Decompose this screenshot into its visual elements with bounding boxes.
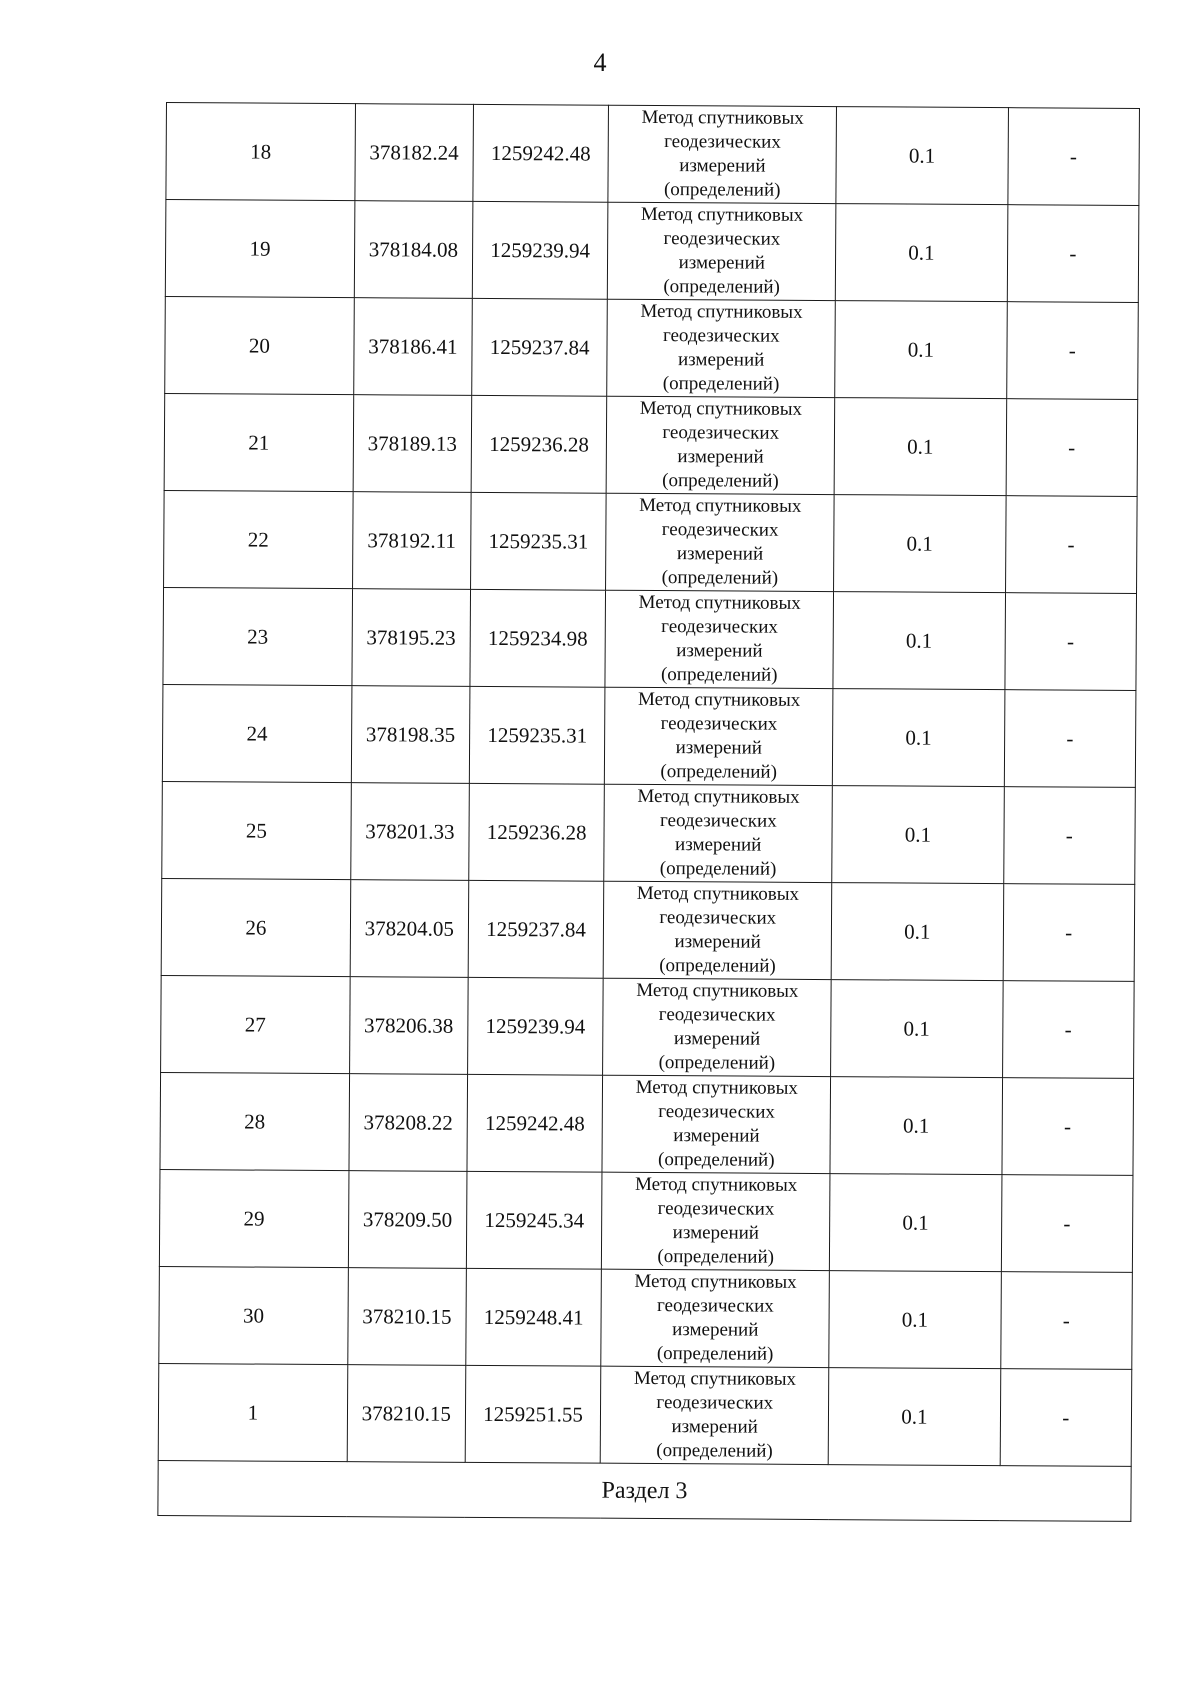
method-line: (определений) (663, 276, 780, 298)
method-cell (601, 1269, 829, 1367)
method-line: измерений (677, 446, 764, 468)
method-line: Метод спутниковых (634, 1270, 797, 1293)
method-cell (604, 784, 832, 882)
x-coordinate-cell: 378186.41 (354, 298, 473, 396)
point-number-cell: 23 (163, 587, 352, 685)
note-cell: - (1006, 399, 1138, 497)
accuracy-cell: 0.1 (833, 689, 1005, 787)
method-cell (605, 590, 833, 688)
point-number-cell: 20 (165, 296, 354, 394)
method-line: измерений (678, 252, 766, 274)
accuracy-cell: 0.1 (835, 204, 1007, 302)
method-line: Метод спутниковых (638, 591, 801, 614)
method-line: Метод спутниковых (636, 979, 799, 1002)
method-cell (602, 1075, 830, 1173)
method-line: (определений) (656, 1440, 773, 1462)
point-number-cell: 21 (164, 393, 353, 491)
accuracy-cell: 0.1 (833, 592, 1005, 690)
x-coordinate-cell: 378210.15 (348, 1268, 467, 1366)
method-line: геодезических (664, 131, 781, 153)
method-line: геодезических (662, 325, 780, 347)
coordinates-table (157, 102, 1140, 1522)
method-line: измерений (673, 1125, 760, 1147)
y-coordinate-cell: 1259242.48 (467, 1074, 603, 1172)
y-coordinate-cell: 1259235.31 (469, 686, 605, 784)
y-coordinate-cell: 1259234.98 (470, 589, 606, 687)
method-line: измерений (676, 543, 764, 565)
method-line: Метод спутниковых (641, 106, 804, 129)
y-coordinate-cell: 1259237.84 (468, 880, 604, 978)
coordinates-table-body (158, 103, 1140, 1522)
accuracy-cell: 0.1 (829, 1271, 1001, 1369)
point-number-cell: 24 (162, 684, 351, 782)
y-coordinate-cell: 1259236.28 (469, 783, 605, 881)
y-coordinate-cell: 1259239.94 (472, 201, 608, 299)
x-coordinate-cell: 378206.38 (349, 977, 468, 1075)
y-coordinate-cell: 1259237.84 (472, 298, 608, 396)
note-cell: - (1000, 1272, 1132, 1370)
method-line: Метод спутниковых (640, 203, 804, 226)
point-number-cell: 18 (166, 103, 355, 201)
point-number-cell: 26 (161, 878, 350, 976)
method-line: Метод спутниковых (639, 397, 803, 420)
table-row (159, 1266, 1133, 1369)
accuracy-cell: 0.1 (832, 786, 1004, 884)
note-cell: - (1003, 787, 1135, 885)
method-cell (607, 299, 835, 397)
table-row (160, 1072, 1134, 1175)
method-line: Метод спутниковых (634, 1173, 798, 1196)
table-row (165, 200, 1139, 303)
accuracy-cell: 0.1 (831, 883, 1003, 981)
x-coordinate-cell: 378209.50 (348, 1171, 467, 1269)
method-line: измерений (672, 1319, 759, 1341)
method-line: геодезических (658, 1004, 776, 1026)
accuracy-cell: 0.1 (830, 1077, 1002, 1175)
note-cell: - (1002, 981, 1134, 1079)
method-line: (определений) (657, 1149, 775, 1171)
x-coordinate-cell: 378210.15 (347, 1365, 466, 1463)
y-coordinate-cell: 1259239.94 (467, 977, 603, 1075)
point-number-cell: 29 (159, 1169, 348, 1267)
x-coordinate-cell: 378189.13 (353, 395, 472, 493)
accuracy-cell: 0.1 (834, 398, 1006, 496)
x-coordinate-cell: 378201.33 (351, 783, 470, 881)
method-cell (606, 396, 834, 494)
note-cell: - (1000, 1369, 1132, 1467)
table-row (164, 393, 1138, 496)
table-row (161, 975, 1135, 1078)
method-line: измерений (675, 834, 762, 856)
page-number: 4 (593, 48, 607, 77)
method-line: геодезических (659, 907, 777, 929)
point-number-cell: 25 (162, 781, 351, 879)
table-row (163, 587, 1137, 690)
method-line: Метод спутниковых (637, 688, 801, 711)
note-cell: - (1007, 108, 1139, 206)
x-coordinate-cell: 378192.11 (352, 492, 471, 590)
method-line: геодезических (660, 713, 778, 735)
method-line: (определений) (659, 955, 776, 977)
y-coordinate-cell: 1259251.55 (465, 1365, 601, 1463)
method-line: измерений (679, 155, 766, 177)
x-coordinate-cell: 378182.24 (355, 104, 474, 202)
table-row (162, 781, 1136, 884)
accuracy-cell: 0.1 (835, 301, 1007, 399)
method-line: геодезических (659, 810, 777, 832)
method-line: измерений (672, 1222, 760, 1244)
table-row (158, 1363, 1132, 1466)
table-row (162, 684, 1136, 787)
point-number-cell: 28 (160, 1072, 349, 1170)
table-row (164, 490, 1138, 593)
method-line: измерений (675, 737, 763, 759)
note-cell: - (1006, 302, 1138, 400)
point-number-cell: 1 (158, 1363, 347, 1461)
x-coordinate-cell: 378198.35 (351, 686, 470, 784)
method-line: геодезических (661, 519, 779, 541)
accuracy-cell: 0.1 (830, 1174, 1002, 1272)
method-cell (601, 1366, 829, 1464)
x-coordinate-cell: 378195.23 (352, 589, 471, 687)
table-row (165, 296, 1139, 399)
method-line: геодезических (657, 1198, 775, 1220)
point-number-cell: 22 (164, 490, 353, 588)
method-line: (определений) (658, 1052, 776, 1074)
point-number-cell: 27 (161, 975, 350, 1073)
note-cell: - (1005, 593, 1137, 691)
table-row (161, 878, 1135, 981)
note-cell: - (1003, 884, 1135, 982)
method-line: измерений (671, 1416, 758, 1438)
method-line: измерений (677, 349, 765, 371)
point-number-cell: 19 (165, 200, 354, 298)
y-coordinate-cell: 1259235.31 (470, 492, 606, 590)
accuracy-cell: 0.1 (834, 495, 1006, 593)
method-cell (602, 1172, 830, 1270)
method-line: (определений) (660, 761, 778, 783)
y-coordinate-cell: 1259248.41 (466, 1268, 602, 1366)
y-coordinate-cell: 1259245.34 (466, 1171, 602, 1269)
method-line: (определений) (657, 1246, 775, 1268)
table-row (166, 103, 1140, 206)
accuracy-cell: 0.1 (836, 107, 1008, 205)
method-cell (608, 202, 836, 300)
x-coordinate-cell: 378204.05 (350, 880, 469, 978)
x-coordinate-cell: 378208.22 (349, 1074, 468, 1172)
method-line: (определений) (662, 470, 779, 492)
method-line: (определений) (656, 1343, 774, 1365)
accuracy-cell: 0.1 (831, 980, 1003, 1078)
method-line: геодезических (658, 1101, 776, 1123)
method-line: Метод спутниковых (635, 1076, 798, 1099)
method-line: измерений (674, 931, 761, 953)
method-line: (определений) (661, 567, 779, 589)
method-cell (603, 978, 831, 1076)
note-cell: - (1002, 1078, 1134, 1176)
section-title: Раздел 3 (158, 1460, 1131, 1521)
method-line: (определений) (660, 664, 778, 686)
method-line: (определений) (659, 858, 777, 880)
method-line: геодезических (656, 1392, 774, 1414)
note-cell: - (1004, 690, 1136, 788)
y-coordinate-cell: 1259236.28 (471, 395, 607, 493)
method-line: геодезических (663, 228, 781, 250)
method-line: геодезических (662, 422, 780, 444)
x-coordinate-cell: 378184.08 (354, 201, 473, 299)
method-line: (определений) (663, 179, 781, 201)
note-cell: - (1001, 1175, 1133, 1273)
accuracy-cell: 0.1 (828, 1368, 1000, 1466)
note-cell: - (1007, 205, 1139, 303)
method-line: Метод спутниковых (639, 494, 802, 517)
section-row (158, 1460, 1131, 1521)
method-cell (605, 687, 833, 785)
method-cell (608, 105, 836, 203)
method-line: Метод спутниковых (633, 1367, 797, 1390)
method-line: геодезических (656, 1295, 774, 1317)
method-line: измерений (673, 1028, 761, 1050)
method-cell (606, 493, 834, 591)
method-cell (603, 881, 831, 979)
note-cell: - (1005, 496, 1137, 594)
table-row (159, 1169, 1133, 1272)
method-line: Метод спутниковых (640, 300, 803, 323)
method-line: (определений) (662, 373, 780, 395)
method-line: измерений (676, 640, 763, 662)
method-line: Метод спутниковых (637, 785, 800, 808)
point-number-cell: 30 (159, 1266, 348, 1364)
method-line: Метод спутниковых (636, 882, 800, 905)
method-line: геодезических (661, 616, 778, 638)
y-coordinate-cell: 1259242.48 (473, 104, 609, 202)
